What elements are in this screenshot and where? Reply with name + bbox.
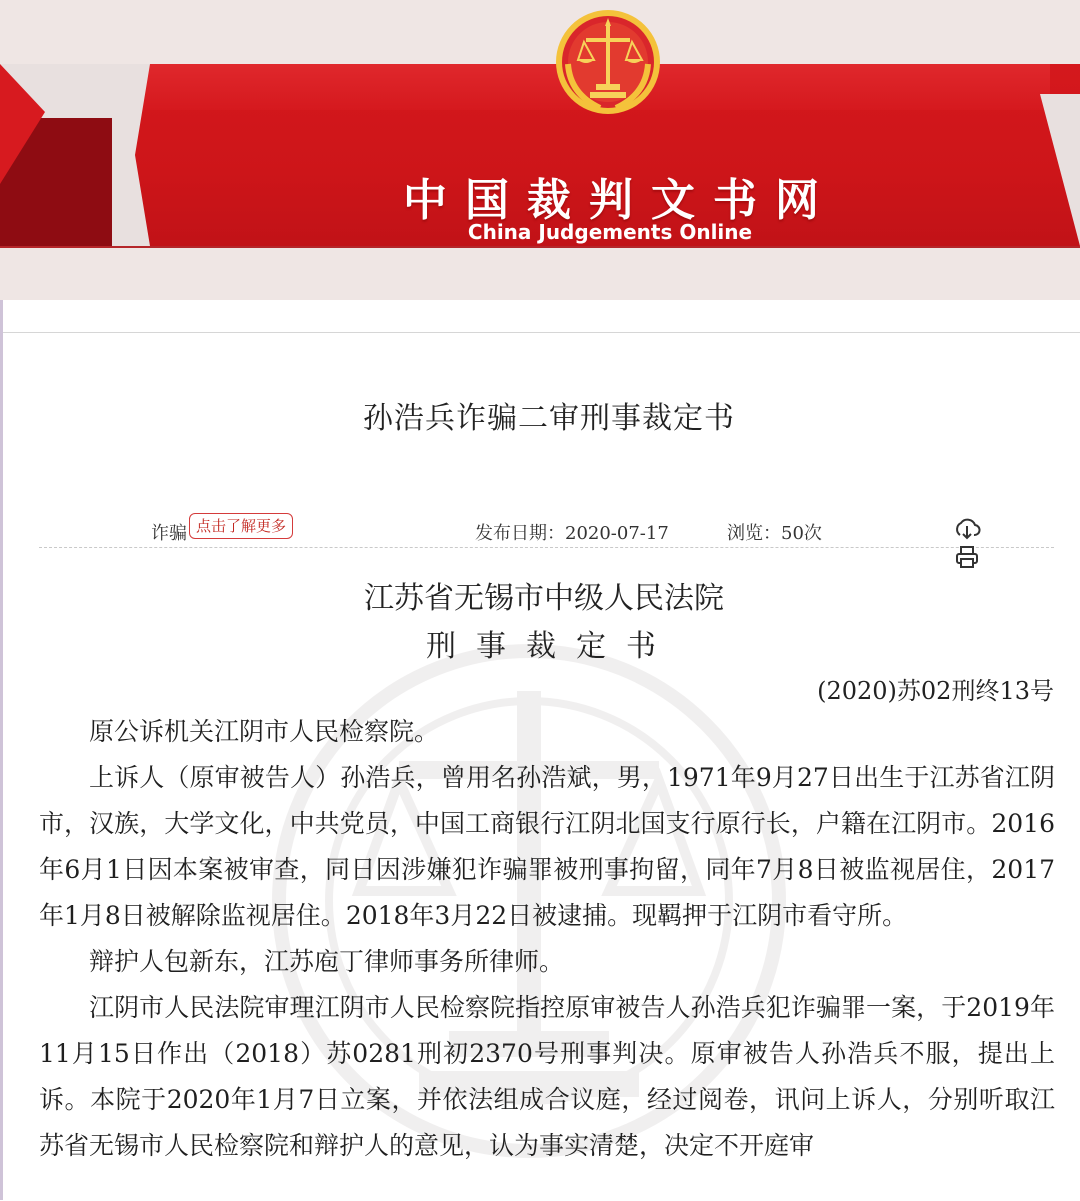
document-type: 刑事裁定书 — [426, 629, 676, 664]
view-count-value: 50次 — [781, 523, 822, 544]
learn-more-button[interactable]: 点击了解更多 — [189, 513, 293, 539]
document-title: 孙浩兵诈骗二审刑事裁定书 — [363, 401, 735, 436]
document-meta-row — [39, 513, 1054, 548]
download-icon[interactable] — [953, 515, 981, 543]
publish-date-label: 发布日期： — [475, 523, 565, 544]
paragraph: 辩护人包新东，江苏庖丁律师事务所律师。 — [89, 947, 565, 976]
document-actions — [953, 515, 1023, 543]
view-count — [727, 519, 822, 545]
publish-date — [475, 519, 669, 545]
paragraph: 上诉人（原审被告人）孙浩兵，曾用名孙浩斌，男，1971年9月27日出生于江苏省江阴市，汉族，大学文化，中共党员，中国工商银行江阴北国支行原行长，户籍在江阴市。2016年6月1日因本案被审查，同日因涉嫌犯诈骗罪被刑事拘留，同年7月8日被监视居住，2017年1月8日被解除监视居住。2018年3月22日被逮捕。现羁押于江阴市看守所。 — [39, 763, 1055, 930]
print-icon[interactable] — [953, 543, 981, 571]
document-body — [39, 709, 1055, 1169]
paragraph: 江阴市人民法院审理江阴市人民检察院指控原审被告人孙浩兵犯诈骗罪一案，于2019年11月15日作出（2018）苏0281刑初2370号刑事判决。原审被告人孙浩兵不服，提出上诉。本院于2020年1月7日立案，并依法组成合议庭，经过阅卷，讯问上诉人，分别听取江苏省无锡市人民检察院和辩护人的意见，认为事实清楚，决定不开庭审 — [39, 993, 1055, 1160]
case-number: (2020)苏02刑终13号 — [817, 677, 1054, 705]
view-count-label: 浏览： — [727, 523, 781, 544]
site-subtitle: China Judgements Online — [467, 220, 753, 244]
case-cause: 诈骗 — [151, 523, 187, 544]
publish-date-value: 2020-07-17 — [565, 523, 669, 544]
site-title: 中国裁判文书网 — [403, 175, 837, 226]
paragraph: 原公诉机关江阴市人民检察院。 — [89, 717, 440, 746]
site-header — [0, 0, 1080, 300]
court-name: 江苏省无锡市中级人民法院 — [364, 581, 724, 616]
header-divider — [0, 246, 1080, 248]
court-emblem-icon[interactable] — [554, 4, 662, 120]
document-card — [3, 332, 1080, 1201]
